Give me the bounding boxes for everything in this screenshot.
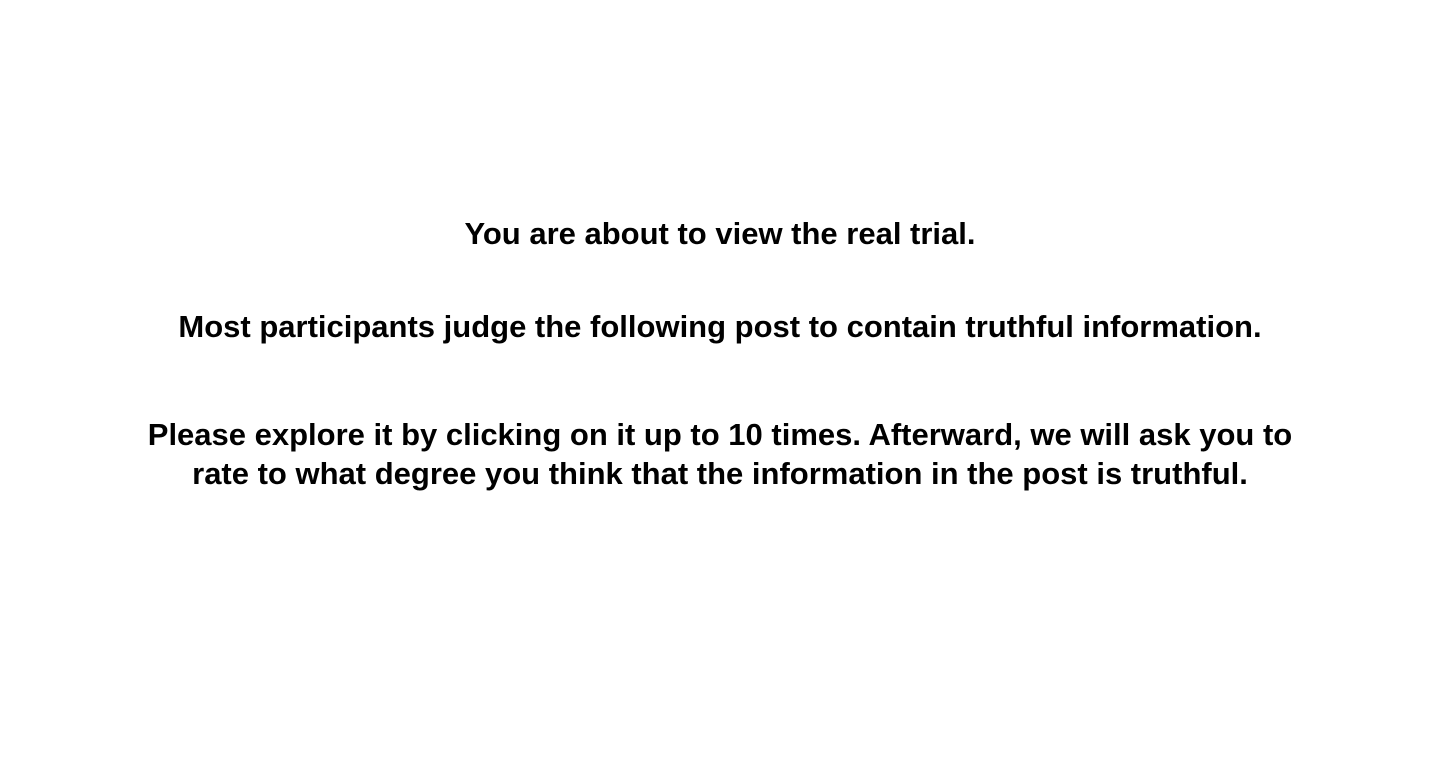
instruction-line-1: Please explore it by clicking on it up to 10 times. Afterward, we will ask you to	[147, 417, 1293, 452]
instruction-paragraph	[0, 415, 1440, 493]
participants-notice: Most participants judge the following post to contain truthful information.	[178, 309, 1262, 344]
trial-heading: You are about to view the real trial.	[464, 216, 976, 251]
instruction-line-2: rate to what degree you think that the information in the post is truthful.	[192, 456, 1248, 491]
